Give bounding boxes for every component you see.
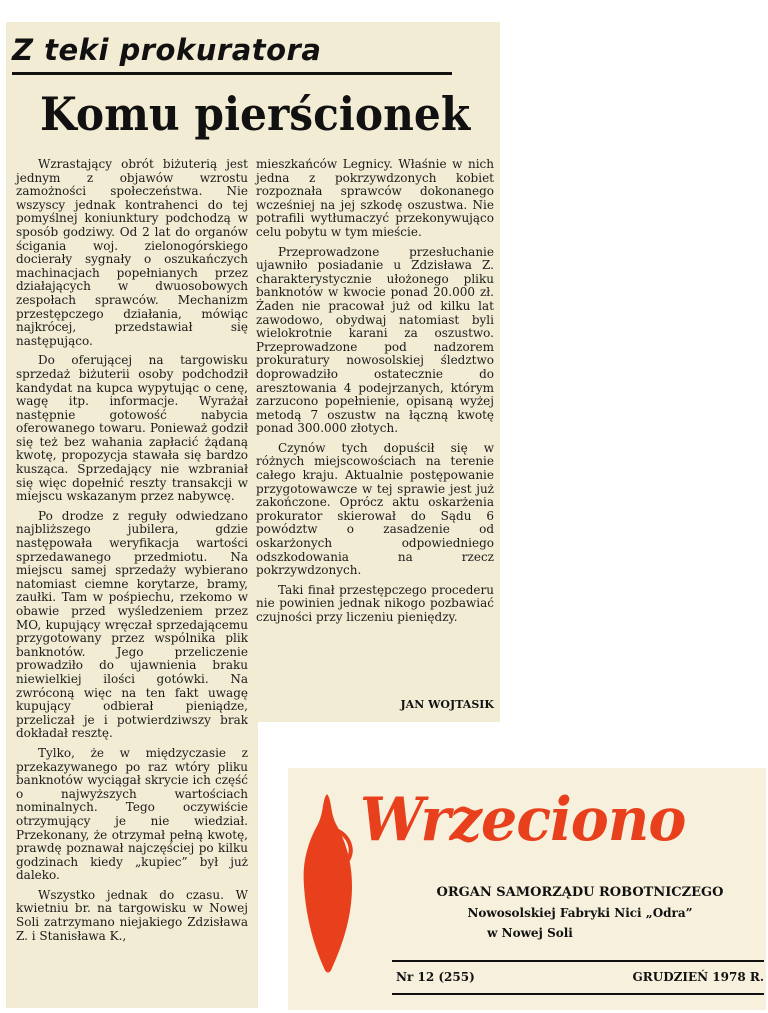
paragraph: mieszkańców Legnicy. Właśnie w nich jedna z pokrzywdzonych kobiet rozpoznała sprawców dokonanego wcześniej na jej szkodę oszustwa. Nie potrafili wytłumaczyć przekonywująco celu pobytu w tym mieście. (256, 157, 494, 239)
masthead-location: w Nowej Soli (487, 926, 573, 940)
masthead-title: Wrzeciono (360, 785, 686, 855)
paragraph: Do oferującej na targowisku sprzedaż biżuterii osoby podchodził kandydat na kupca wypytując o cenę, wagę itp. informacje. Wyrażał następnie gotowość nabycia oferowanego towaru. Ponieważ godził się też bez wahania zapłacić żądaną kwotę, propozycja stawała się bardzo kusząca. Sprzedający nie wzbraniał się więc dopełnić reszty transakcji w miejscu wskazanym przez nabywcę. (16, 353, 248, 504)
author-signature: JAN WOJTASIK (400, 698, 494, 711)
paragraph: Przeprowadzone przesłuchanie ujawniło posiadanie u Zdzisława Z. charakterystycznie ułożonego pliku banknotów w kwocie ponad 20.000 zł. Żaden nie pracował już od kilku lat zawodowo, obydwaj natomiast byli wielokrotnie karani za oszustwo. Przeprowadzone pod nadzorem prokuratury nowosolskiej śledztwo doprowadziło ostatecznie do aresztowania 4 podejrzanych, którym zarzucono popełnienie, opisaną wyżej metodą 7 oszustw na łączną kwotę ponad 300.000 złotych. (256, 244, 494, 436)
divider (392, 993, 764, 995)
section-kicker: Z teki prokuratora (12, 28, 452, 75)
paragraph: Tylko, że w międzyczasie z przekazywanego po raz wtóry pliku banknotów wyciągał skrycie ich część o najwyższych wartościach nominalnych. Tego oczywiście otrzymujący je nie wiedział. Przekonany, że otrzymał pełną kwotę, prawdę poznawał najczęściej po kilku godzinach kiedy „kupiec” był już daleko. (16, 745, 248, 883)
spindle-icon (294, 790, 360, 980)
masthead-subtitle: ORGAN SAMORZĄDU ROBOTNICZEGO (436, 885, 724, 900)
paragraph: Taki finał przestępczego procederu nie powinien jednak nikogo pozbawiać czujności przy liczeniu pieniędzy. (256, 582, 494, 624)
article-headline: Komu pierścionek (40, 87, 471, 141)
paragraph: Wszystko jednak do czasu. W kwietniu br. na targowisku w Nowej Soli zatrzymano niejakiego Zdzisława Z. i Stanisława K., (16, 887, 248, 943)
masthead-publisher: Nowosolskiej Fabryki Nici „Odra” (467, 906, 693, 920)
divider (392, 960, 764, 962)
paragraph: Wzrastający obrót biżuterią jest jednym z objawów wzrostu zamożności społeczeństwa. Nie wszyscy jednak kontrahenci do tej pomyślnej koniunktury podchodzą w sposób godziwy. Od 2 lat do organów ścigania woj. zielonogórskiego docierały sygnały o oszukańczych machinacjach popełnianych przez działających w dwuosobowych zespołach sprawców. Mechanizm przestępczego działania, mówiąc najkrócej, przedstawiał się następująco. (16, 157, 248, 348)
article-column-left (16, 158, 248, 949)
issue-date: GRUDZIEŃ 1978 R. (632, 970, 764, 984)
issue-number: Nr 12 (255) (396, 970, 475, 984)
paragraph: Czynów tych dopuścił się w różnych miejscowościach na terenie całego kraju. Aktualnie postępowanie przygotowawcze w tej sprawie jest już zakończone. Oprócz aktu oskarżenia prokurator skierował do Sądu 6 powództw o zasadzenie od oskarżonych odpowiedniego odszkodowania na rzecz pokrzywdzonych. (256, 440, 494, 578)
article-column-right (256, 158, 494, 631)
paragraph: Po drodze z reguły odwiedzano najbliższego jubilera, gdzie następowała weryfikacja wartości sprzedawanego przedmiotu. Na miejscu samej sprzedaży wybierano natomiast ciemne korytarze, bramy, zaułki. Tam w pośpiechu, rzekomo w obawie przed wyśledzeniem przez MO, kupujący wręczał sprzedającemu przygotowany przez wspólnika plik banknotów. Jego przeliczenie prowadziło do ujawnienia braku niewielkiej ilości gotówki. Na zwróconą więc na ten fakt uwagę kupujący odbierał pieniądze, przeliczał je i potwierdziwszy brak dokładał resztę. (16, 508, 248, 741)
